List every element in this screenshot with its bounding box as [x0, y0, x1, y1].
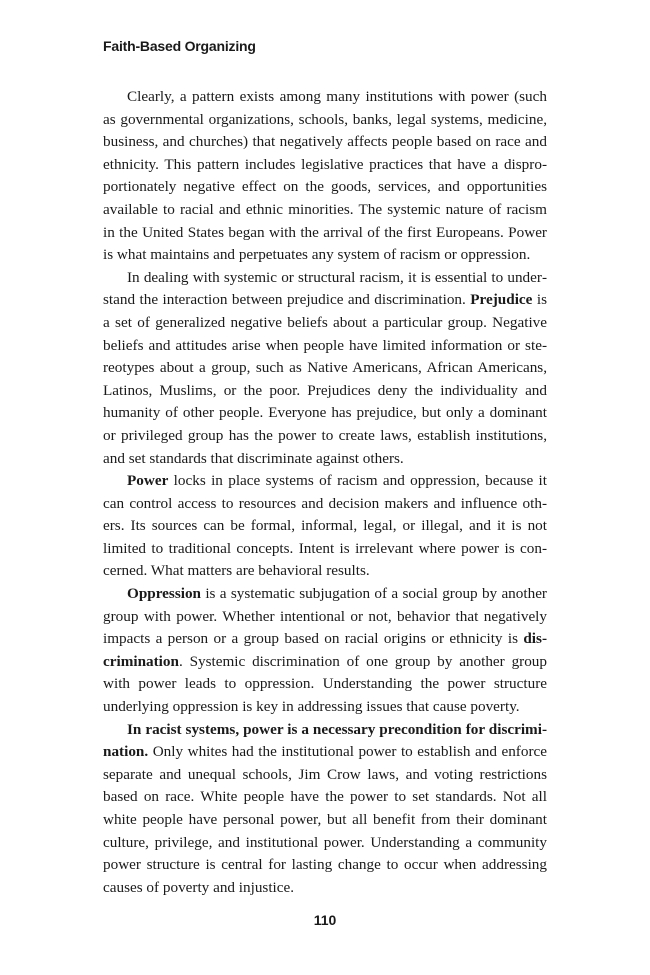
paragraph-text: . Systemic discrimination of one group by another group with power leads to oppression. Understanding the power structure underlying oppression is key in addressing issues that cause poverty.: [103, 652, 547, 716]
paragraph-oppression: [103, 583, 547, 719]
paragraph-power: [103, 470, 547, 583]
paragraph-text: is a systematic subjugation of a social group by another group with power. Whether intentional or not, behavior that negatively impacts a person or a group based on racial origins or ethnicity is: [103, 585, 547, 648]
term-prejudice: Prejudice: [470, 291, 533, 309]
term-oppression: Oppression: [127, 585, 201, 603]
paragraph-text: Clearly, a pattern exists among many institutions with power (such as governmental organizations, schools, banks, legal systems, medicine, business, and churches) that negatively affects people based on race and ethnicity. This pattern includes legislative practices that have a disproportionately negative effect on the goods, services, and opportunities available to racial and ethnic minorities. The systemic nature of racism in the United States began with the arrival of the first Europeans. Power is what maintains and perpetuates any system of racism or oppression.: [103, 88, 547, 264]
key-statement: In racist systems, power is a necessary precondition for discrimination.: [103, 720, 547, 761]
paragraph-text: is a set of generalized negative beliefs about a particular group. Negative beliefs and attitudes arise when people have limited information or stereotypes about a group, such as Native Americans, African Americans, Latinos, Muslims, or the poor. Prejudices deny the individuality and humanity of other people. Everyone has prejudice, but only a dominant or privileged group has the power to create laws, establish institutions, and set standards that discriminate against others.: [103, 291, 547, 467]
paragraph-text: In dealing with systemic or structural racism, it is essential to understand the interaction between prejudice and discrimination.: [103, 268, 547, 309]
paragraph-prejudice: [103, 267, 547, 470]
paragraph-text: Only whites had the institutional power to establish and enforce separate and unequal schools, Jim Crow laws, and voting restrictions based on race. White people have the power to set standards. Not all white people have personal power, but all benefit from their dominant culture, privilege, and institutional power. Understanding a community power structure is central for lasting change to occur when addressing causes of poverty and injustice.: [103, 743, 547, 896]
paragraph-racist-systems: [103, 719, 547, 900]
page-number: 110: [313, 912, 337, 928]
paragraph-text: locks in place systems of racism and oppression, because it can control access to resources and decision makers and influence others. Its sources can be formal, informal, legal, or illegal, and it is not limited to traditional concepts. Intent is irrelevant where power is concerned. What matters are behavioral results.: [103, 472, 547, 580]
term-discrimination: discrimination: [103, 630, 547, 670]
paragraph-systemic-pattern: [103, 86, 547, 267]
body-text: [103, 86, 547, 899]
running-head: Faith-Based Organizing: [103, 38, 256, 54]
term-power: Power: [127, 472, 169, 490]
